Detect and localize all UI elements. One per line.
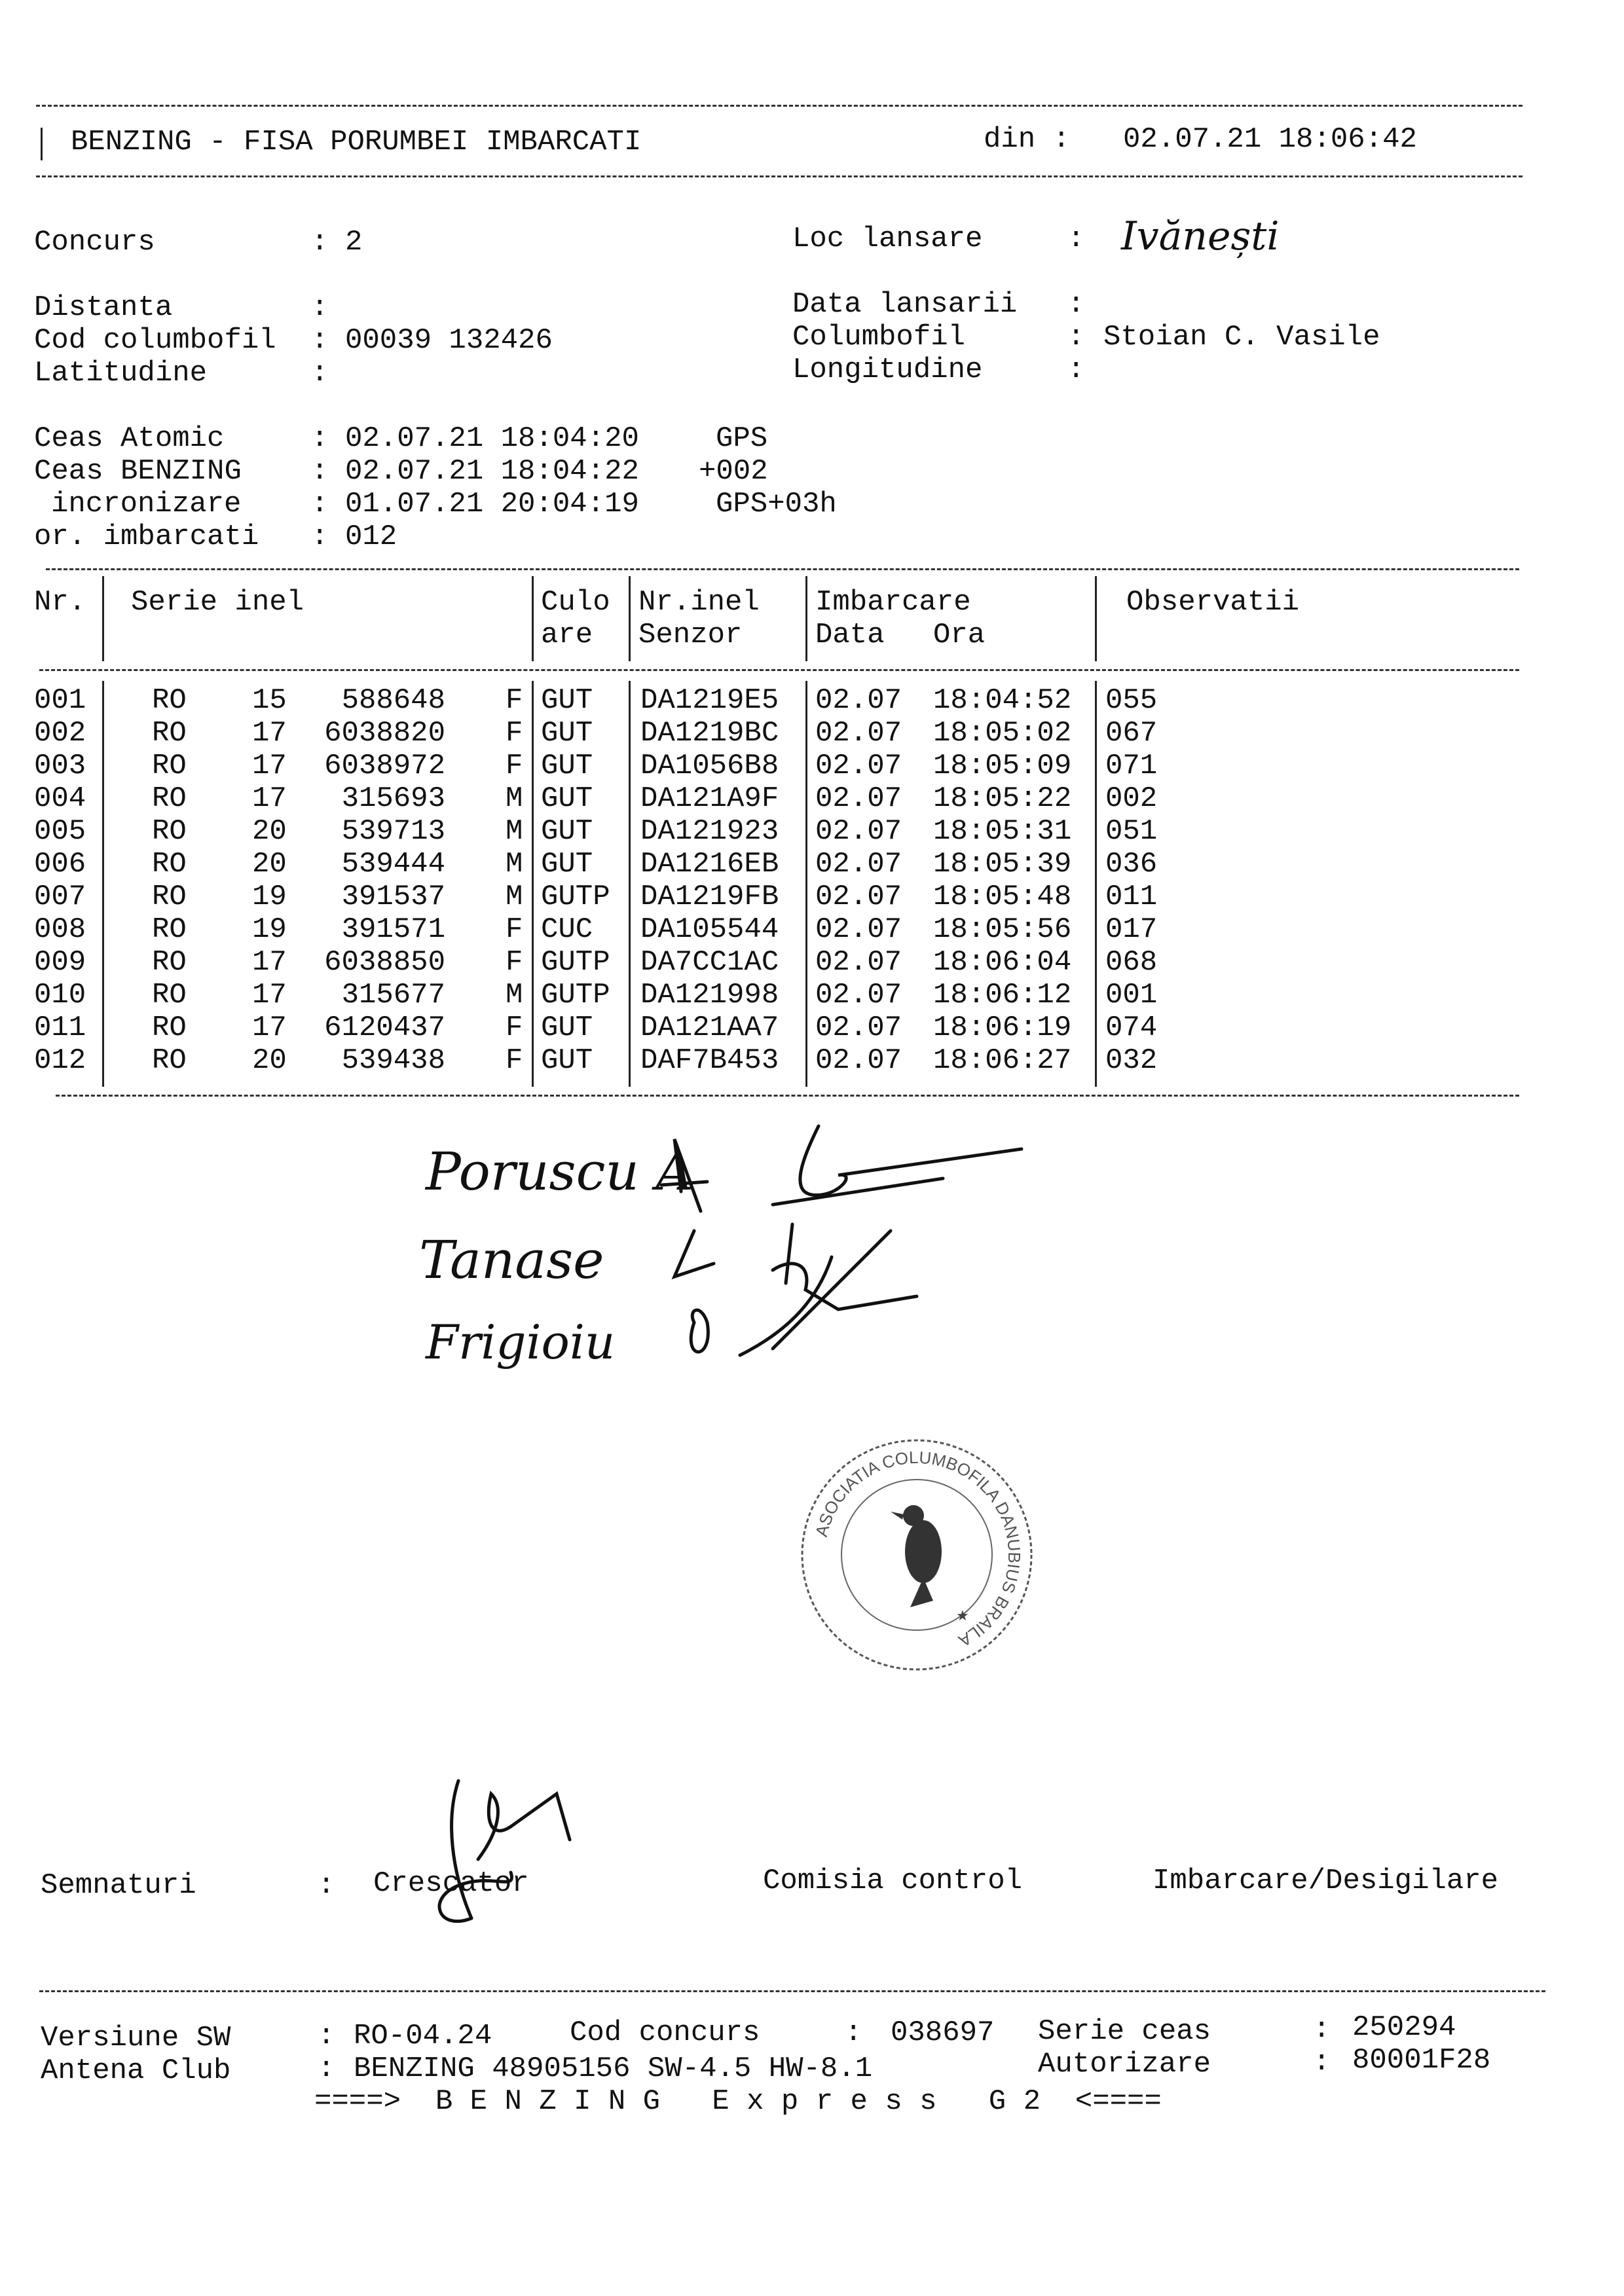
cell-inel: 6038820 — [324, 717, 445, 750]
concurs-label: Concurs — [34, 226, 155, 259]
cell-senzor: DA1219FB — [640, 881, 779, 913]
signature-imbarcare-label: Imbarcare/Desigilare — [1153, 1865, 1499, 1897]
loc-lansare-colon: : — [1067, 223, 1085, 255]
cell-ora: 18:06:12 — [933, 979, 1072, 1011]
cell-an: 17 — [252, 717, 287, 750]
cell-data: 02.07 — [815, 979, 902, 1011]
col-sep-2-head — [532, 576, 534, 661]
signatures-colon: : — [318, 1869, 335, 1902]
cell-tara: RO — [152, 979, 187, 1011]
signatures-label: Semnaturi — [41, 1869, 196, 1902]
autorizare-label: Autorizare — [1038, 2048, 1211, 2081]
ceas-benzing-label: Ceas BENZING — [34, 455, 242, 488]
cod-columbofil-colon: : — [311, 324, 329, 357]
cell-data: 02.07 — [815, 815, 902, 848]
cell-tara: RO — [152, 782, 187, 815]
col-header-observatii: Observatii — [1126, 586, 1300, 619]
cell-an: 17 — [252, 750, 287, 782]
cell-tara: RO — [152, 717, 187, 750]
cell-tara: RO — [152, 684, 187, 717]
cell-an: 20 — [252, 1044, 287, 1077]
sincronizare-value: 01.07.21 20:04:19 — [345, 488, 639, 520]
cell-tara: RO — [152, 848, 187, 881]
cell-an: 17 — [252, 946, 287, 979]
star-icon: ★ — [956, 1608, 969, 1624]
cell-nr: 007 — [34, 881, 86, 913]
cell-senzor: DA1219E5 — [640, 684, 779, 717]
cell-culoare: GUTP — [541, 881, 610, 913]
col-sep-3-body — [629, 681, 631, 1087]
longitudine-label: Longitudine — [792, 354, 983, 386]
nr-imbarcati-value: 012 — [345, 520, 397, 553]
cell-sex: M — [506, 848, 523, 881]
association-stamp — [792, 1430, 1041, 1679]
cell-tara: RO — [152, 815, 187, 848]
cell-data: 02.07 — [815, 717, 902, 750]
cell-tara: RO — [152, 750, 187, 782]
cod-concurs-colon: : — [845, 2016, 862, 2049]
cell-data: 02.07 — [815, 1011, 902, 1044]
cell-ora: 18:05:31 — [933, 815, 1072, 848]
cell-senzor: DA121998 — [640, 979, 779, 1011]
data-lansarii-label: Data lansarii — [792, 288, 1018, 321]
cell-ora: 18:04:52 — [933, 684, 1072, 717]
col-header-nr: Nr. — [34, 586, 86, 619]
cell-sex: M — [506, 979, 523, 1011]
cell-sex: F — [506, 717, 523, 750]
cell-culoare: CUC — [541, 913, 593, 946]
cell-data: 02.07 — [815, 750, 902, 782]
cell-an: 20 — [252, 848, 287, 881]
cell-culoare: GUTP — [541, 979, 610, 1011]
antena-club-colon: : — [318, 2052, 335, 2085]
pigeon-icon — [891, 1505, 942, 1607]
col-header-culoare-2: are — [541, 619, 593, 651]
cell-an: 17 — [252, 1011, 287, 1044]
nr-imbarcati-colon: : — [311, 520, 329, 553]
cell-inel: 6120437 — [324, 1011, 445, 1044]
serie-ceas-label: Serie ceas — [1038, 2015, 1211, 2048]
crescator-signature — [413, 1768, 596, 1951]
cell-senzor: DA1216EB — [640, 848, 779, 881]
cell-ora: 18:05:02 — [933, 717, 1072, 750]
cell-an: 19 — [252, 913, 287, 946]
cell-data: 02.07 — [815, 946, 902, 979]
sincronizare-colon: : — [311, 488, 329, 520]
print-date-value: 02.07.21 18:06:42 — [1123, 123, 1417, 156]
col-sep-1-body — [102, 681, 104, 1087]
autorizare-colon: : — [1313, 2046, 1331, 2079]
cell-senzor: DA1219BC — [640, 717, 779, 750]
cod-columbofil-value: 00039 132426 — [345, 324, 553, 357]
col-header-culoare-1: Culo — [541, 586, 610, 619]
cell-sex: M — [506, 815, 523, 848]
cell-data: 02.07 — [815, 1044, 902, 1077]
data-lansarii-colon: : — [1067, 288, 1085, 321]
versiune-sw-value: RO-04.24 — [354, 2020, 492, 2052]
cell-nr: 010 — [34, 979, 86, 1011]
cell-observatii: 067 — [1105, 717, 1158, 750]
cell-nr: 001 — [34, 684, 86, 717]
ceas-atomic-colon: : — [311, 422, 329, 455]
antena-club-value: BENZING 48905156 SW-4.5 HW-8.1 — [354, 2052, 873, 2085]
stamp-text: ASOCIATIA COLUMBOFILA DANUBIUS BRAILA — [811, 1447, 1025, 1651]
ceas-atomic-label: Ceas Atomic — [34, 422, 225, 455]
cell-inel: 315677 — [341, 979, 445, 1011]
commission-signature-1 — [642, 1113, 1048, 1388]
cell-sex: F — [506, 750, 523, 782]
cell-inel: 539438 — [341, 1044, 445, 1077]
cell-observatii: 071 — [1105, 750, 1158, 782]
table-header-bottom-border — [39, 669, 1519, 671]
cell-nr: 003 — [34, 750, 86, 782]
cell-nr: 006 — [34, 848, 86, 881]
longitudine-colon: : — [1067, 354, 1085, 386]
ceas-atomic-suffix: GPS — [716, 422, 768, 455]
col-sep-5-body — [1095, 681, 1097, 1087]
cell-observatii: 032 — [1105, 1044, 1158, 1077]
cell-sex: F — [506, 946, 523, 979]
cell-nr: 012 — [34, 1044, 86, 1077]
cell-an: 15 — [252, 684, 287, 717]
cell-sex: F — [506, 913, 523, 946]
cell-inel: 539713 — [341, 815, 445, 848]
footer-top-border — [39, 1990, 1545, 1992]
cell-ora: 18:06:27 — [933, 1044, 1072, 1077]
cell-senzor: DA7CC1AC — [640, 946, 779, 979]
cell-inel: 539444 — [341, 848, 445, 881]
table-bottom-border — [56, 1095, 1519, 1097]
cell-culoare: GUT — [541, 1044, 593, 1077]
cell-observatii: 011 — [1105, 881, 1158, 913]
cell-inel: 391571 — [341, 913, 445, 946]
cod-concurs-label: Cod concurs — [570, 2016, 760, 2049]
cell-observatii: 051 — [1105, 815, 1158, 848]
cell-an: 17 — [252, 979, 287, 1011]
cell-inel: 6038972 — [324, 750, 445, 782]
cell-ora: 18:06:19 — [933, 1011, 1072, 1044]
cell-sex: M — [506, 782, 523, 815]
cell-culoare: GUT — [541, 848, 593, 881]
cell-culoare: GUT — [541, 684, 593, 717]
cell-observatii: 068 — [1105, 946, 1158, 979]
cell-ora: 18:06:04 — [933, 946, 1072, 979]
cell-nr: 002 — [34, 717, 86, 750]
signature-comisia-label: Comisia control — [763, 1865, 1023, 1897]
cod-columbofil-label: Cod columbofil — [34, 324, 276, 357]
cell-senzor: DA121AA7 — [640, 1011, 779, 1044]
cell-sex: F — [506, 1044, 523, 1077]
col-header-imbarcare-1: Imbarcare — [815, 586, 971, 619]
cell-nr: 004 — [34, 782, 86, 815]
cell-inel: 391537 — [341, 881, 445, 913]
ceas-benzing-suffix: +002 — [699, 455, 768, 488]
serie-ceas-colon: : — [1313, 2013, 1331, 2046]
cell-observatii: 017 — [1105, 913, 1158, 946]
versiune-sw-label: Versiune SW — [41, 2022, 231, 2054]
col-header-imbarcare-data: Data — [815, 619, 885, 651]
commission-name-1: Poruscu A — [426, 1141, 694, 1202]
col-sep-2-body — [532, 681, 534, 1087]
col-header-nrinel-2: Senzor — [638, 619, 743, 651]
cell-culoare: GUT — [541, 1011, 593, 1044]
benzing-brand-line: ====> B E N Z I N G E x p r e s s G 2 <==== — [314, 2085, 1162, 2118]
concurs-colon: : — [311, 226, 329, 259]
cell-inel: 588648 — [341, 684, 445, 717]
nr-imbarcati-label: or. imbarcati — [34, 520, 259, 553]
cell-sex: F — [506, 684, 523, 717]
versiune-sw-colon: : — [318, 2020, 335, 2052]
print-date-label: din : — [984, 123, 1071, 156]
concurs-value: 2 — [345, 226, 363, 259]
col-header-nrinel-1: Nr.inel — [638, 586, 760, 619]
table-top-border — [46, 568, 1519, 570]
col-sep-5-head — [1095, 576, 1097, 661]
columbofil-label: Columbofil — [792, 321, 966, 354]
cell-senzor: DA121923 — [640, 815, 779, 848]
cell-observatii: 001 — [1105, 979, 1158, 1011]
cell-nr: 008 — [34, 913, 86, 946]
cell-senzor: DA105544 — [640, 913, 779, 946]
cell-culoare: GUT — [541, 750, 593, 782]
header-top-border — [36, 105, 1522, 107]
cod-concurs-value: 038697 — [891, 2016, 995, 2049]
cell-ora: 18:05:48 — [933, 881, 1072, 913]
cell-data: 02.07 — [815, 913, 902, 946]
cell-nr: 011 — [34, 1011, 86, 1044]
ceas-atomic-value: 02.07.21 18:04:20 — [345, 422, 639, 455]
cell-inel: 6038850 — [324, 946, 445, 979]
cell-nr: 009 — [34, 946, 86, 979]
cell-tara: RO — [152, 881, 187, 913]
cell-senzor: DA1056B8 — [640, 750, 779, 782]
cell-ora: 18:05:09 — [933, 750, 1072, 782]
col-sep-4-head — [805, 576, 807, 661]
cell-culoare: GUT — [541, 815, 593, 848]
col-header-serie: Serie inel — [131, 586, 304, 619]
cell-tara: RO — [152, 1044, 187, 1077]
col-sep-4-body — [805, 681, 807, 1087]
loc-lansare-label: Loc lansare — [792, 223, 983, 255]
col-sep-3-head — [629, 576, 631, 661]
header-left-border — [41, 128, 43, 160]
ceas-benzing-colon: : — [311, 455, 329, 488]
cell-an: 17 — [252, 782, 287, 815]
cell-data: 02.07 — [815, 848, 902, 881]
columbofil-value: Stoian C. Vasile — [1103, 321, 1380, 354]
cell-observatii: 055 — [1105, 684, 1158, 717]
cell-observatii: 002 — [1105, 782, 1158, 815]
cell-tara: RO — [152, 1011, 187, 1044]
cell-senzor: DA121A9F — [640, 782, 779, 815]
cell-data: 02.07 — [815, 684, 902, 717]
signature-crescator-label: Crescator — [373, 1867, 529, 1900]
cell-data: 02.07 — [815, 782, 902, 815]
cell-an: 19 — [252, 881, 287, 913]
sincronizare-suffix: GPS+03h — [716, 488, 837, 520]
distanta-colon: : — [311, 291, 329, 324]
cell-ora: 18:05:39 — [933, 848, 1072, 881]
col-header-imbarcare-ora: Ora — [933, 619, 986, 651]
cell-sex: M — [506, 881, 523, 913]
serie-ceas-value: 250294 — [1352, 2011, 1456, 2044]
cell-senzor: DAF7B453 — [640, 1044, 779, 1077]
latitudine-colon: : — [311, 357, 329, 390]
cell-culoare: GUT — [541, 782, 593, 815]
ceas-benzing-value: 02.07.21 18:04:22 — [345, 455, 639, 488]
cell-observatii: 074 — [1105, 1011, 1158, 1044]
cell-culoare: GUTP — [541, 946, 610, 979]
cell-ora: 18:05:56 — [933, 913, 1072, 946]
autorizare-value: 80001F28 — [1352, 2044, 1491, 2077]
cell-an: 20 — [252, 815, 287, 848]
cell-inel: 315693 — [341, 782, 445, 815]
antena-club-label: Antena Club — [41, 2054, 231, 2087]
commission-name-3: Frigioiu — [426, 1315, 616, 1370]
cell-observatii: 036 — [1105, 848, 1158, 881]
columbofil-colon: : — [1067, 321, 1085, 354]
cell-data: 02.07 — [815, 881, 902, 913]
cell-tara: RO — [152, 913, 187, 946]
commission-name-2: Tanase — [419, 1230, 604, 1290]
cell-ora: 18:05:22 — [933, 782, 1072, 815]
col-sep-1-head — [102, 576, 104, 661]
loc-lansare-value: Ivănești — [1121, 213, 1280, 259]
latitudine-label: Latitudine — [34, 357, 208, 390]
sincronizare-label: incronizare — [51, 488, 242, 520]
document-title: BENZING - FISA PORUMBEI IMBARCATI — [71, 126, 642, 158]
cell-tara: RO — [152, 946, 187, 979]
header-bottom-border — [36, 175, 1522, 177]
cell-nr: 005 — [34, 815, 86, 848]
cell-culoare: GUT — [541, 717, 593, 750]
cell-sex: F — [506, 1011, 523, 1044]
distanta-label: Distanta — [34, 291, 173, 324]
